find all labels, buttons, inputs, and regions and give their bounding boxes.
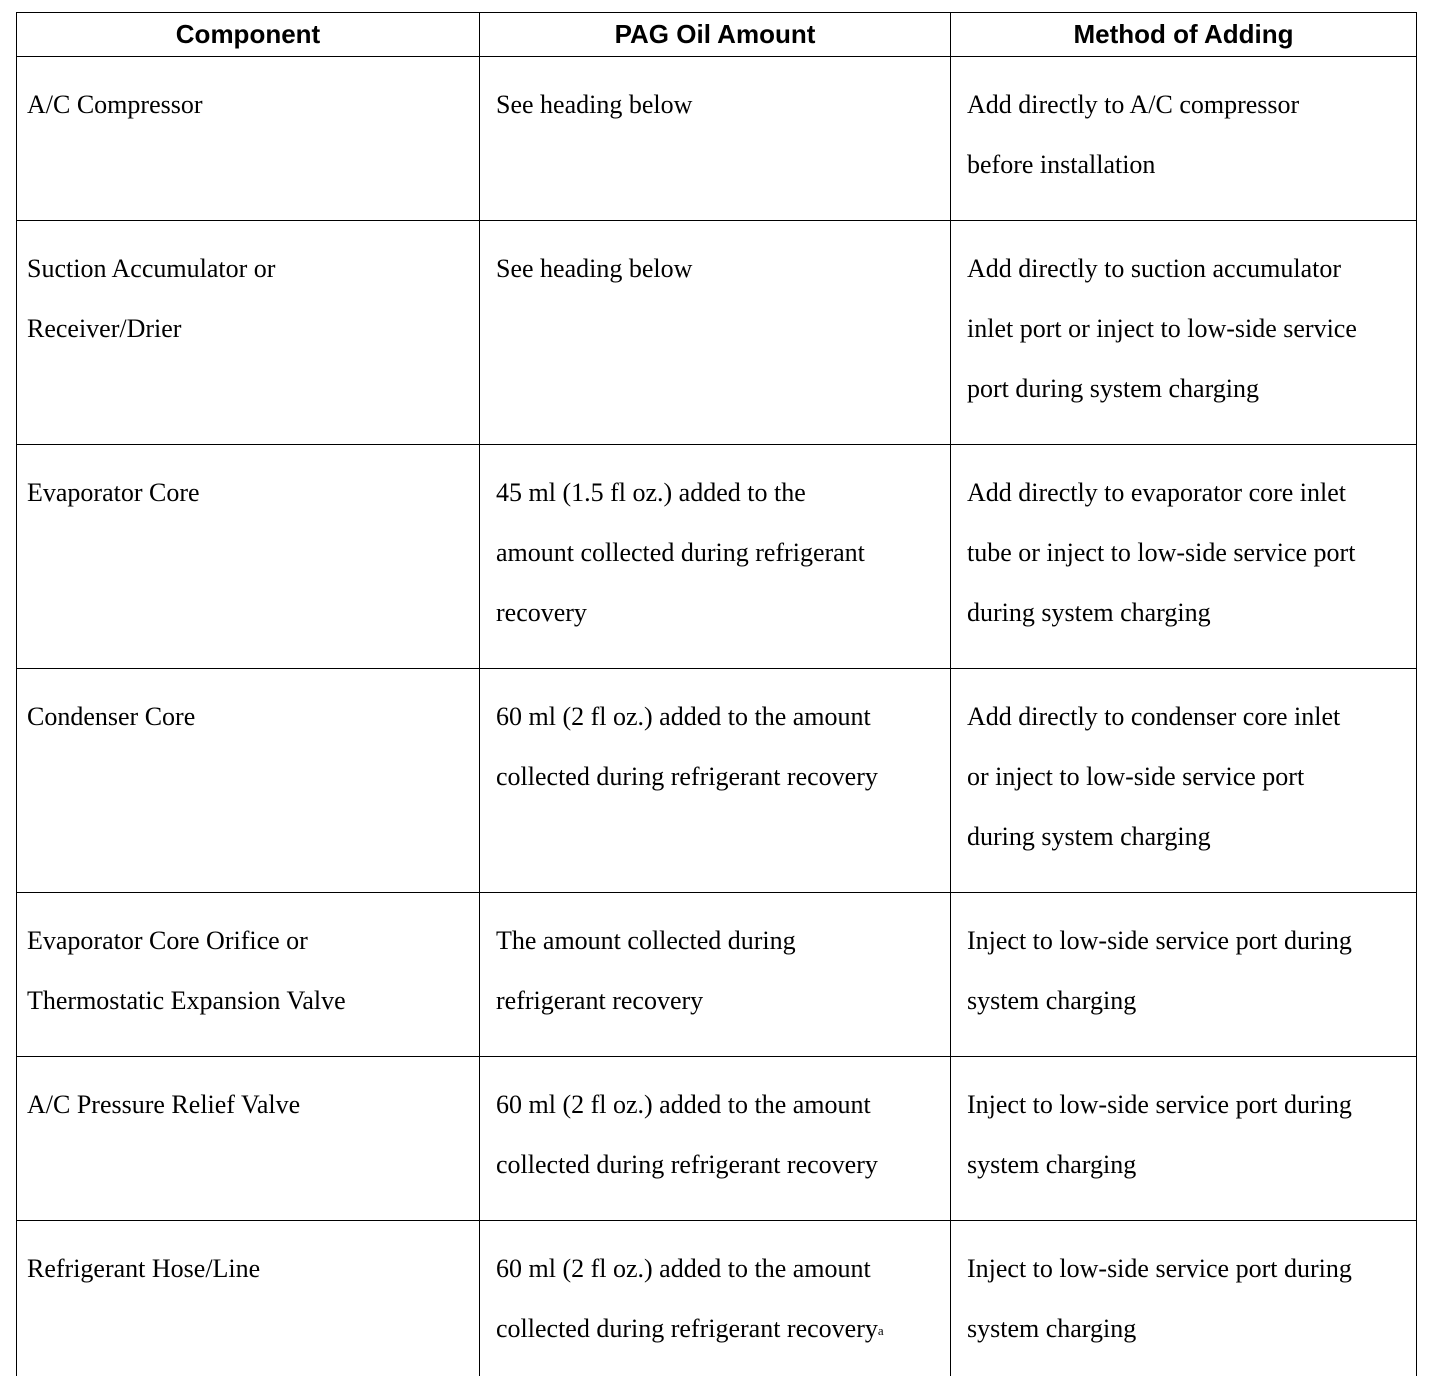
cell-line: Receiver/Drier xyxy=(27,314,469,344)
table-row xyxy=(17,57,1417,221)
cell-line: tube or inject to low-side service port xyxy=(967,538,1406,568)
cell-line: system charging xyxy=(967,1150,1406,1180)
component-cell xyxy=(17,221,480,445)
amount-cell xyxy=(480,445,951,669)
table-row xyxy=(17,893,1417,1057)
header-row xyxy=(17,13,1417,57)
component-cell xyxy=(17,669,480,893)
cell-line: Inject to low-side service port during xyxy=(967,926,1406,956)
cell-line: system charging xyxy=(967,986,1406,1016)
method-cell xyxy=(951,893,1417,1057)
cell-line: Add directly to suction accumulator xyxy=(967,254,1406,284)
cell-line: Evaporator Core Orifice or xyxy=(27,926,469,956)
cell-line: The amount collected during xyxy=(496,926,940,956)
method-cell xyxy=(951,1221,1417,1376)
table-row xyxy=(17,445,1417,669)
cell-line-text: collected during refrigerant recovery xyxy=(496,1314,878,1343)
cell-line: before installation xyxy=(967,150,1406,180)
cell-line: 60 ml (2 fl oz.) added to the amount xyxy=(496,1254,940,1284)
cell-line-with-footnote xyxy=(496,1314,940,1344)
cell-line: refrigerant recovery xyxy=(496,986,940,1016)
cell-line: inlet port or inject to low-side service xyxy=(967,314,1406,344)
footnote-marker: a xyxy=(878,1323,884,1338)
cell-line: Add directly to evaporator core inlet xyxy=(967,478,1406,508)
table-row xyxy=(17,221,1417,445)
amount-cell xyxy=(480,57,951,221)
table-row xyxy=(17,1057,1417,1221)
cell-line: Inject to low-side service port during xyxy=(967,1090,1406,1120)
method-cell xyxy=(951,57,1417,221)
cell-line: during system charging xyxy=(967,598,1406,628)
component-cell xyxy=(17,1057,480,1221)
cell-line: Condenser Core xyxy=(27,702,469,732)
cell-line: 60 ml (2 fl oz.) added to the amount xyxy=(496,702,940,732)
amount-cell xyxy=(480,669,951,893)
cell-line: during system charging xyxy=(967,822,1406,852)
method-cell xyxy=(951,669,1417,893)
component-cell xyxy=(17,1221,480,1376)
amount-cell xyxy=(480,1221,951,1376)
cell-line: collected during refrigerant recovery xyxy=(496,1150,940,1180)
cell-line: See heading below xyxy=(496,254,940,284)
method-cell xyxy=(951,221,1417,445)
method-cell xyxy=(951,445,1417,669)
header-pag-oil-amount: PAG Oil Amount xyxy=(480,13,951,57)
cell-line: Add directly to condenser core inlet xyxy=(967,702,1406,732)
cell-line: A/C Pressure Relief Valve xyxy=(27,1090,469,1120)
cell-line: 45 ml (1.5 fl oz.) added to the xyxy=(496,478,940,508)
cell-line: Suction Accumulator or xyxy=(27,254,469,284)
amount-cell xyxy=(480,221,951,445)
pag-oil-table xyxy=(16,12,1417,1376)
cell-line: port during system charging xyxy=(967,374,1406,404)
cell-line: Add directly to A/C compressor xyxy=(967,90,1406,120)
amount-cell xyxy=(480,893,951,1057)
component-cell xyxy=(17,57,480,221)
cell-line: Evaporator Core xyxy=(27,478,469,508)
cell-line: collected during refrigerant recovery xyxy=(496,762,940,792)
cell-line: 60 ml (2 fl oz.) added to the amount xyxy=(496,1090,940,1120)
cell-line: recovery xyxy=(496,598,940,628)
cell-line: or inject to low-side service port xyxy=(967,762,1406,792)
cell-line: system charging xyxy=(967,1314,1406,1344)
component-cell xyxy=(17,893,480,1057)
header-component: Component xyxy=(17,13,480,57)
method-cell xyxy=(951,1057,1417,1221)
component-cell xyxy=(17,445,480,669)
cell-line: Refrigerant Hose/Line xyxy=(27,1254,469,1284)
table-row xyxy=(17,669,1417,893)
cell-line: amount collected during refrigerant xyxy=(496,538,940,568)
header-method-of-adding: Method of Adding xyxy=(951,13,1417,57)
cell-line: Thermostatic Expansion Valve xyxy=(27,986,469,1016)
cell-line: Inject to low-side service port during xyxy=(967,1254,1406,1284)
cell-line: A/C Compressor xyxy=(27,90,469,120)
cell-line: See heading below xyxy=(496,90,940,120)
table-row xyxy=(17,1221,1417,1376)
amount-cell xyxy=(480,1057,951,1221)
